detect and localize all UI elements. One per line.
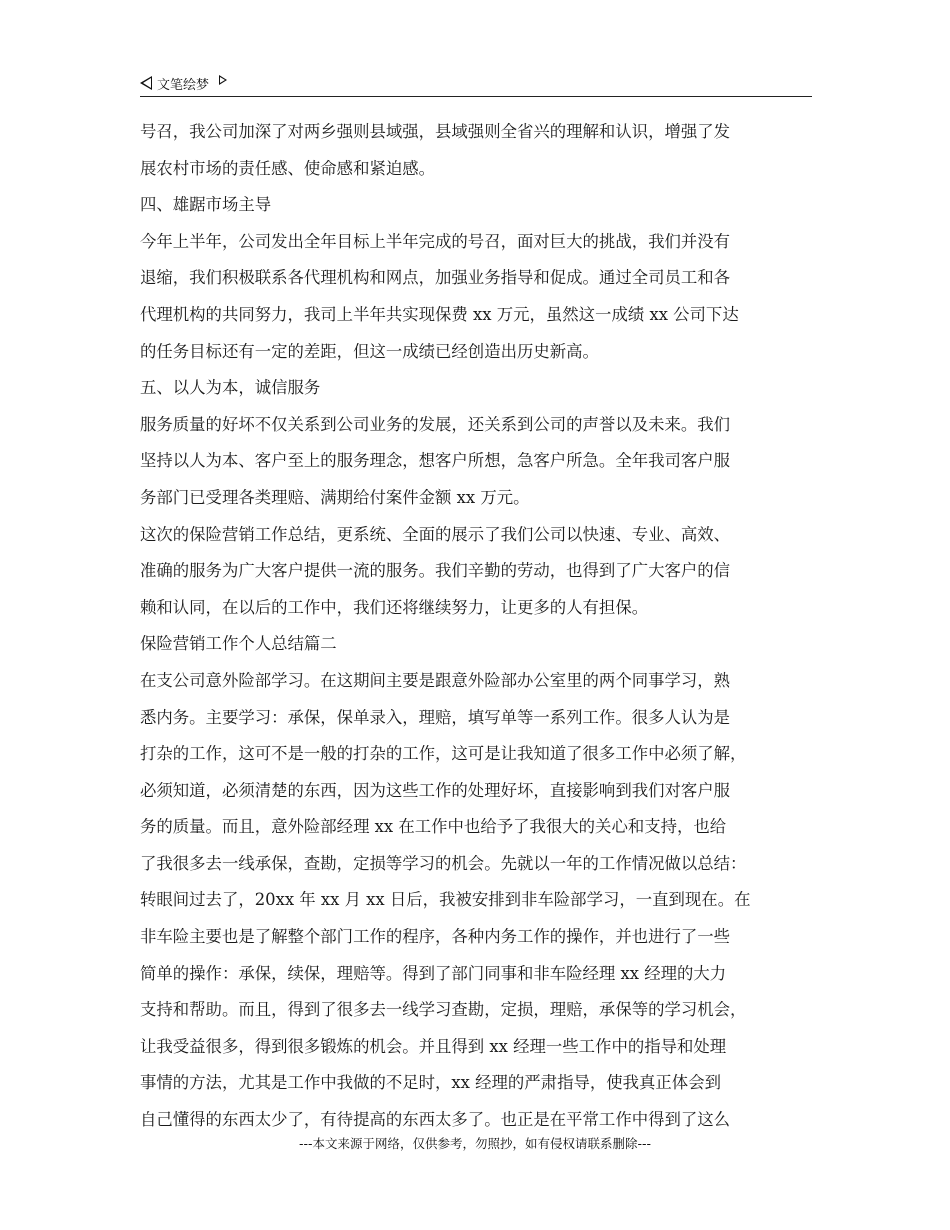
- section-heading: 五、以人为本，诚信服务: [140, 378, 321, 398]
- section-heading: 保险营销工作个人总结篇二: [140, 634, 337, 654]
- triangle-right-icon: [219, 75, 227, 85]
- text-line: 服务质量的好坏不仅关系到公司业务的发展，还关系到公司的声誉以及未来。我们: [140, 414, 731, 434]
- text-line: 了我很多去一线承保，查勘，定损等学习的机会。先就以一年的工作情况做以总结：: [140, 853, 747, 873]
- text-line: 简单的操作：承保，续保，理赔等。得到了部门同事和非车险经理 xx 经理的大力: [140, 963, 727, 983]
- text-line: 悉内务。主要学习：承保，保单录入，理赔，填写单等一系列工作。很多人认为是: [140, 707, 731, 727]
- text-line: 代理机构的共同努力，我司上半年共实现保费 xx 万元，虽然这一成绩 xx 公司下达: [140, 304, 739, 324]
- text-line: 坚持以人为本、客户至上的服务理念，想客户所想，急客户所急。全年我司客户服: [140, 451, 731, 471]
- text-line: 让我受益很多，得到很多锻炼的机会。并且得到 xx 经理一些工作中的指导和处理: [140, 1036, 727, 1056]
- document-body: [140, 114, 812, 1139]
- text-line: 的任务目标还有一定的差距，但这一成绩已经创造出历史新高。: [140, 341, 599, 361]
- text-line: 转眼间过去了，20xx 年 xx 月 xx 日后，我被安排到非车险部学习，一直到现在。在: [140, 890, 751, 910]
- text-line: 在支公司意外险部学习。在这期间主要是跟意外险部办公室里的两个同事学习，熟: [140, 670, 731, 690]
- text-line: 退缩，我们积极联系各代理机构和网点，加强业务指导和促成。通过全司员工和各: [140, 268, 731, 288]
- text-line: 打杂的工作，这可不是一般的打杂的工作，这可是让我知道了很多工作中必须了解，: [140, 744, 747, 764]
- section-heading: 四、雄踞市场主导: [140, 195, 272, 215]
- triangle-left-icon: [140, 76, 152, 90]
- text-line: 号召，我公司加深了对两乡强则县域强，县域强则全省兴的理解和认识，增强了发: [140, 122, 731, 141]
- text-line: 支持和帮助。而且，得到了很多去一线学习查勘，定损，理赔，承保等的学习机会，: [140, 1000, 747, 1020]
- text-line: 展农村市场的责任感、使命感和紧迫感。: [140, 158, 436, 178]
- text-line: 非车险主要也是了解整个部门工作的程序，各种内务工作的操作，并也进行了一些: [140, 927, 731, 947]
- brand: [140, 72, 227, 94]
- text-line: 必须知道，必须清楚的东西，因为这些工作的处理好坏，直接影响到我们对客户服: [140, 780, 731, 800]
- page-header: [140, 72, 812, 97]
- text-line: 准确的服务为广大客户提供一流的服务。我们辛勤的劳动，也得到了广大客户的信: [140, 561, 731, 581]
- text-line: 事情的方法，尤其是工作中我做的不足时，xx 经理的严肃指导，使我真正体会到: [140, 1073, 721, 1093]
- text-line: 务部门已受理各类理赔、满期给付案件金额 xx 万元。: [140, 487, 530, 507]
- brand-name: 文笔绘梦: [157, 77, 210, 93]
- text-line: 今年上半年，公司发出全年目标上半年完成的号召，面对巨大的挑战，我们并没有: [140, 231, 731, 251]
- text-line: 务的质量。而且，意外险部经理 xx 在工作中也给予了我很大的关心和支持，也给: [140, 817, 727, 837]
- text-line: 这次的保险营销工作总结，更系统、全面的展示了我们公司以快速、专业、高效、: [140, 524, 731, 544]
- text-line: 自己懂得的东西太少了，有待提高的东西太多了。也正是在平常工作中得到了这么: [140, 1110, 731, 1130]
- page-footer: ---本文来源于网络，仅供参考，勿照抄，如有侵权请联系删除---: [298, 1136, 652, 1151]
- text-line: 赖和认同，在以后的工作中，我们还将继续努力，让更多的人有担保。: [140, 597, 649, 617]
